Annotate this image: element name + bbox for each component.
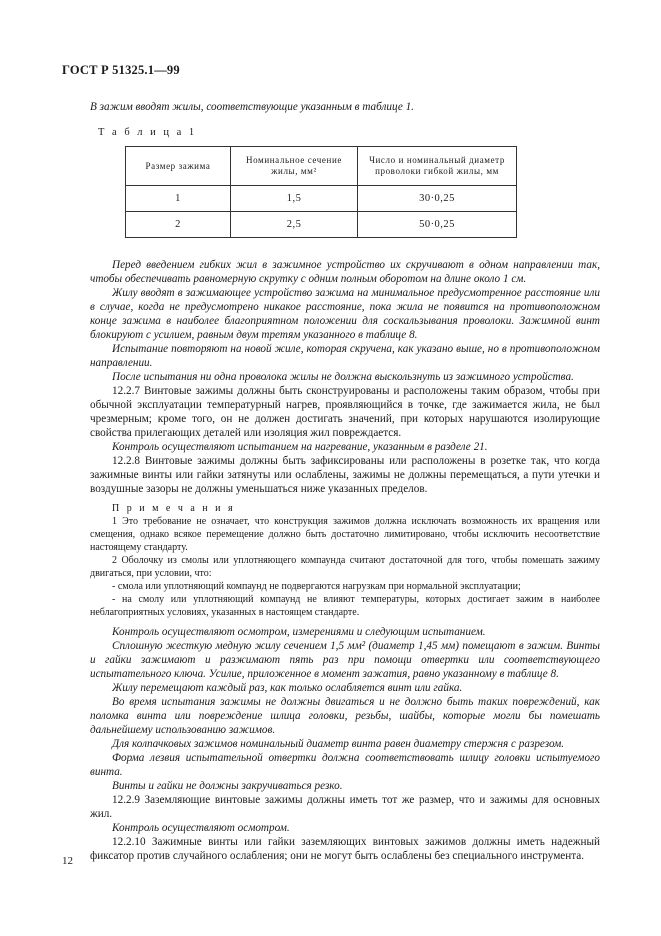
note-item: 1 Это требование не означает, что конструкция зажимов должна исключать возможность их вращения или смещения, однако всякое перемещение должно быть достаточно лимитировано, чтобы исключить несоответствие настоящему стандарту.	[90, 516, 600, 553]
table-row	[126, 186, 517, 212]
paragraph: Жилу перемещают каждый раз, как только ослабляется винт или гайка.	[112, 682, 463, 694]
table-cell: 30·0,25	[358, 186, 517, 212]
paragraph: Для колпачковых зажимов номинальный диаметр винта равен диаметру стержня с разрезом.	[112, 738, 565, 750]
page-number: 12	[62, 855, 73, 867]
table-cell: 2,5	[231, 212, 358, 238]
paragraph: Во время испытания зажимы не должны двигаться и не должно быть таких повреждений, как поломка винта или повреждение шлица головки, резьбы, шайбы, которые могли бы помешать дальнейшему использованию зажимов.	[90, 696, 600, 736]
paragraph: Контроль осуществляют осмотром.	[112, 822, 290, 834]
paragraph: Испытание повторяют на новой жиле, которая скручена, как указано выше, но в противоположном направлении.	[90, 343, 600, 369]
note-item: 2 Оболочку из смолы или уплотняющего компаунда считают достаточной для того, чтобы помешать зажиму двигаться, при условии, что:	[90, 555, 600, 579]
column-header: Номинальное сечение жилы, мм²	[231, 147, 358, 186]
paragraph: Форма лезвия испытательной отвертки должна соответствовать шлицу головки испытуемого винта.	[90, 752, 600, 778]
table-cell: 1,5	[231, 186, 358, 212]
paragraph: Контроль осуществляют испытанием на нагревание, указанным в разделе 21.	[112, 441, 488, 453]
column-header: Размер зажима	[126, 147, 231, 186]
column-header: Число и номинальный диаметр проволоки гибкой жилы, мм	[358, 147, 517, 186]
paragraph: Жилу вводят в зажимающее устройство зажима на минимальное предусмотренное расстояние или в случае, когда не предусмотрено никакое расстояние, пока жила не появится на противоположном конце зажима в наиболее благоприятном положении для соскальзывания проволоки. Зажимной винт блокируют с усилием, равным двум третям указанного в таблице 8.	[90, 287, 600, 341]
clause-12-2-10: 12.2.10 Зажимные винты или гайки заземляющих винтовых зажимов должны иметь надежный фиксатор против случайного ослабления; они не могут быть ослаблены без специального инструмента.	[90, 836, 600, 862]
table-header-row	[126, 147, 517, 186]
intro-text: В зажим вводят жилы, соответствующие указанным в таблице 1.	[90, 101, 414, 113]
table-cell: 50·0,25	[358, 212, 517, 238]
note-item: - смола или уплотняющий компаунд не подвергаются нагрузкам при нормальной эксплуатации;	[112, 581, 521, 592]
paragraph: Перед введением гибких жил в зажимное устройство их скручивают в одном направлении так, чтобы обеспечивать равномерную скрутку с одним полным оборотом на длине около 1 см.	[90, 259, 600, 285]
document-code: ГОСТ Р 51325.1—99	[62, 63, 180, 77]
terminal-size-table	[125, 146, 517, 238]
notes-title: П р и м е ч а н и я	[112, 503, 236, 514]
paragraph: Сплошную жесткую медную жилу сечением 1,5 мм² (диаметр 1,45 мм) помещают в зажим. Винты и гайки зажимают и разжимают пять раз при помощи отвертки или соответствующего испытательного ключа. Усилие, приложенное в момент зажатия, равно указанному в таблице 8.	[90, 640, 600, 680]
clause-12-2-8: 12.2.8 Винтовые зажимы должны быть зафиксированы или расположены в розетке так, что когда зажимные винты или гайки затянуты или ослаблены, зажимы не должны перемещаться, а пути утечки и воздушные зазоры не должны уменьшаться ниже указанных пределов.	[90, 455, 600, 495]
clause-12-2-7: 12.2.7 Винтовые зажимы должны быть сконструированы и расположены таким образом, чтобы при обычной эксплуатации температурный нагрев, проявляющийся в точке, где зажимается жила, не был чрезмерным; кроме того, он не должен достигать значений, при которых нарушаются изолирующие свойства прилегающих деталей или изоляция жил повреждается.	[90, 385, 600, 439]
paragraph: Винты и гайки не должны закручиваться резко.	[112, 780, 343, 792]
table-caption: Т а б л и ц а 1	[98, 127, 197, 138]
document-body	[90, 100, 600, 863]
paragraph: После испытания ни одна проволока жилы не должна выскользнуть из зажимного устройства.	[112, 371, 574, 383]
paragraph: Контроль осуществляют осмотром, измерениями и следующим испытанием.	[112, 626, 486, 638]
clause-12-2-9: 12.2.9 Заземляющие винтовые зажимы должны иметь тот же размер, что и зажимы для основных жил.	[90, 794, 600, 820]
table-cell: 2	[126, 212, 231, 238]
table-row	[126, 212, 517, 238]
table-cell: 1	[126, 186, 231, 212]
note-item: - на смолу или уплотняющий компаунд не влияют температуры, которых достигает зажим в наиболее неблагоприятных условиях, указанных в настоящем стандарте.	[90, 594, 600, 618]
